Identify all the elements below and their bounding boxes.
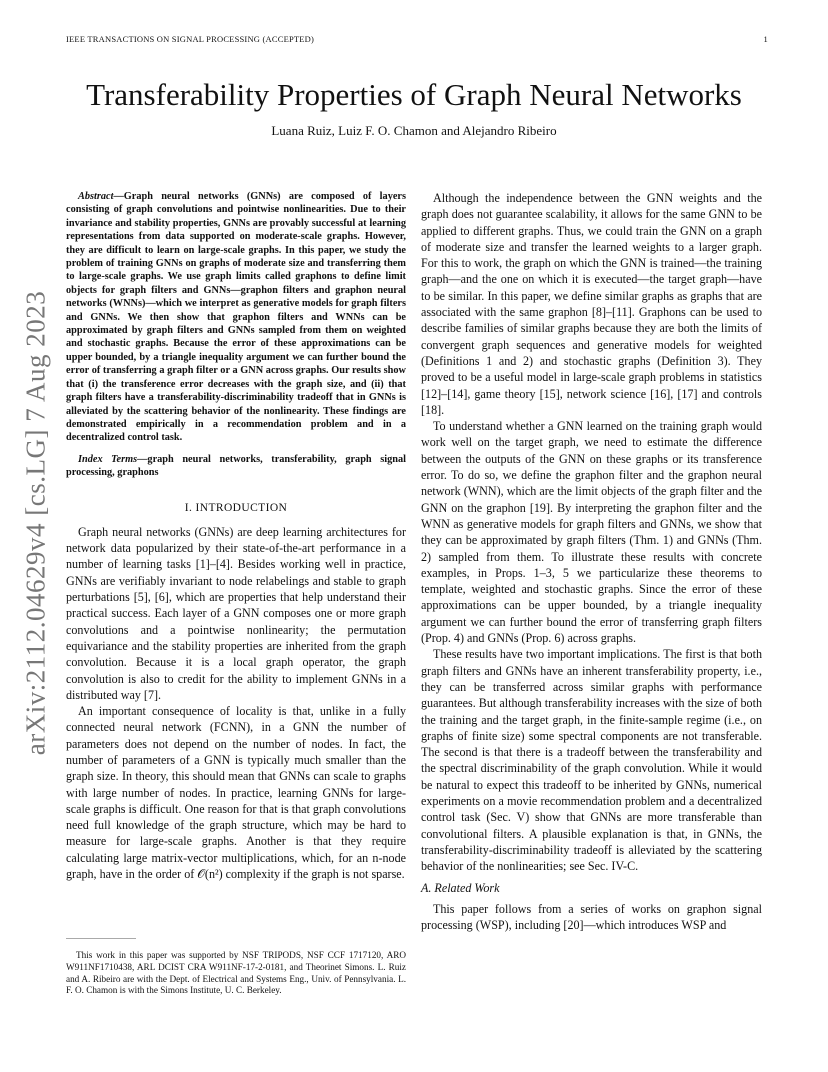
- left-column: [66, 190, 406, 882]
- intro-paragraph-5: These results have two important implications. The first is that both graph filters and GNNs have an inherent transferability property, i.e., they can be transferred across similar graphs with performance guarantees. But although transferability increases with the size of both the training and the target graph, in the finite-sample regime (i.e., on graphs of finite size) some spectral components are not transferable. The second is that there is a tradeoff between the transferability and the spectral discriminability of the graph convolution. While it would be natural to expect this tradeoff to be inherited by GNNs, numerical experiments on a movie recommendation problem and a decentralized control task (Sec. V) show that GNNs are more transferable than convolutional filters. A plausible explanation is that, in GNNs, the transferability-discriminability tradeoff is alleviated by the scattering behavior of the nonlinearities; see Sec. IV-C.: [421, 647, 762, 874]
- index-terms: [66, 453, 406, 480]
- related-work-paragraph-1: This paper follows from a series of works on graphon signal processing (WSP), including [20]—which introduces WSP and: [421, 901, 762, 933]
- intro-paragraph-3: Although the independence between the GNN weights and the graph does not guarantee scalability, it allows for the same GNN to be applied to different graphs. Thus, we could train the GNN on a graph of moderate size and transfer the learned weights to a larger graph. For this to work, the graph on which the GNN is trained—the training graph—and the one on which it is executed—the target graph—have to be similar. In this paper, we define similar graphs as graphs that are associated with the same graphon [8]–[11]. Graphons can be used to describe families of similar graphs because they are both the limits of convergent graph sequences and generative models for weighted (Definitions 1 and 2) and stochastic graphs (Definition 3). They proved to be a useful model in large-scale graph problems in statistics [12]–[14], game theory [15], network science [16], [17] and controls [18].: [421, 191, 762, 417]
- abstract: [66, 190, 406, 445]
- page-number: 1: [763, 34, 768, 44]
- subsection-heading-related-work: A. Related Work: [421, 881, 500, 896]
- footnote-text: This work in this paper was supported by NSF TRIPODS, NSF CCF 1717120, ARO W911NF1710438, ARL DCIST CRA W911NF-17-2-0181, and Theorinet Simons. L. Ruiz and A. Ribeiro are with the Dept. of Electrical and Systems Eng., Univ. of Pennsylvania. L. F. O. Chamon is with the Simons Institute, U. C. Berkeley.: [66, 950, 406, 996]
- arxiv-stamp-text: arXiv:2112.04629v4 [cs.LG] 7 Aug 2023: [20, 290, 51, 756]
- footnote-divider: [66, 938, 136, 939]
- intro-paragraph-4: To understand whether a GNN learned on the training graph would work well on the target graph, we need to estimate the difference between the outputs of the GNN on these graphs or its transference error. To do so, we define the graphon filter and the graphon neural network (WNN), which are the limit objects of the graph filter and the GNN on the graphon [19]. By interpreting the graphon filter and the WNN as generative models for graph filters and GNNs, we show that they can be approximated by graph filters (Thm. 1) and GNNs (Thm. 2) sampled from them. To illustrate these results with concrete examples, in Props. 1–3, 5 we particularize these theorems to template, weighted and stochastic graphs. Since the error of these approximations can be upper bounded, by a triangle inequality argument we can further bound the error of transferring graph filters (Prop. 4) and GNNs (Prop. 6) across graphs.: [421, 419, 762, 646]
- arxiv-stamp: [18, 288, 54, 758]
- running-header: [66, 34, 768, 44]
- abstract-text: —Graph neural networks (GNNs) are composed of layers consisting of graph convolutions and pointwise nonlinearities. Due to their invariance and stability properties, GNNs are provably successful at learning representations from data supported on moderate-scale graphs. However, they are difficult to learn on large-scale graphs. In this paper, we study the problem of training GNNs on graphs of moderate size and transferring them to large-scale graphs. We use graph limits called graphons to define limit objects for graph filters and GNNs—graphon filters and graphon neural networks (WNNs)—which we interpret as generative models for graph filters and GNNs. We then show that graphon filters and WNNs can be approximated by graph filters and GNNs sampled from them on weighted and stochastic graphs. Because the error of these approximations can be upper bounded, by a triangle inequality argument we can further bound the error of transferring a graph filter or a GNN across graphs. Our results show that (i) the transference error decreases with the graph size, and (ii) that graph filters have a transferability-discriminability tradeoff that in GNNs is alleviated by the scattering behavior of the nonlinearity. These findings are demonstrated empirically in a recommendation problem and in a decentralized control task.: [66, 191, 406, 444]
- intro-paragraph-1: Graph neural networks (GNNs) are deep learning architectures for network data popularized by their state-of-the-art performance in a number of learning tasks [1]–[4]. Besides working well in practice, GNNs are verifiably invariant to node relabelings and stable to graph perturbations [5], [6], which are properties that help understand their practical success. Each layer of a GNN composes one or more graph convolutions and a pointwise nonlinearity; the permutation equivariance and the stability properties are inherited from the graph convolution. Because it is a local graph operator, the graph convolution is also to credit for the ability to implement GNNs in a distributed way [7].: [66, 524, 406, 702]
- right-column: [421, 190, 762, 933]
- paper-title: Transferability Properties of Graph Neural Networks: [86, 77, 742, 112]
- index-terms-label: Index Terms: [78, 453, 138, 465]
- footnote: [66, 950, 406, 997]
- abstract-label: Abstract: [78, 191, 114, 202]
- index-terms-text: —graph neural networks, transferability, graph signal processing, graphons: [66, 453, 406, 479]
- paper-authors: Luana Ruiz, Luiz F. O. Chamon and Alejandro Ribeiro: [271, 123, 557, 138]
- section-heading-introduction: I. INTRODUCTION: [184, 501, 288, 514]
- intro-paragraph-2: An important consequence of locality is that, unlike in a fully connected neural network (FCNN), in a GNN the number of parameters does not depend on the number of nodes. In fact, the number of parameters of a GNN is typically much smaller than the graph size. In theory, this should mean that GNNs can scale to graphs with large number of nodes. In practice, learning GNNs for large-scale graphs is difficult. One reason for that is that graph convolutions need full knowledge of the graph structure, which may be hard to measure for large-scale graphs. Another is that they require calculating large matrix-vector multiplications, which, for an n-node graph, have in the order of 𝒪(n²) complexity if the graph is not sparse.: [66, 704, 406, 882]
- journal-name: IEEE TRANSACTIONS ON SIGNAL PROCESSING (ACCEPTED): [66, 34, 315, 44]
